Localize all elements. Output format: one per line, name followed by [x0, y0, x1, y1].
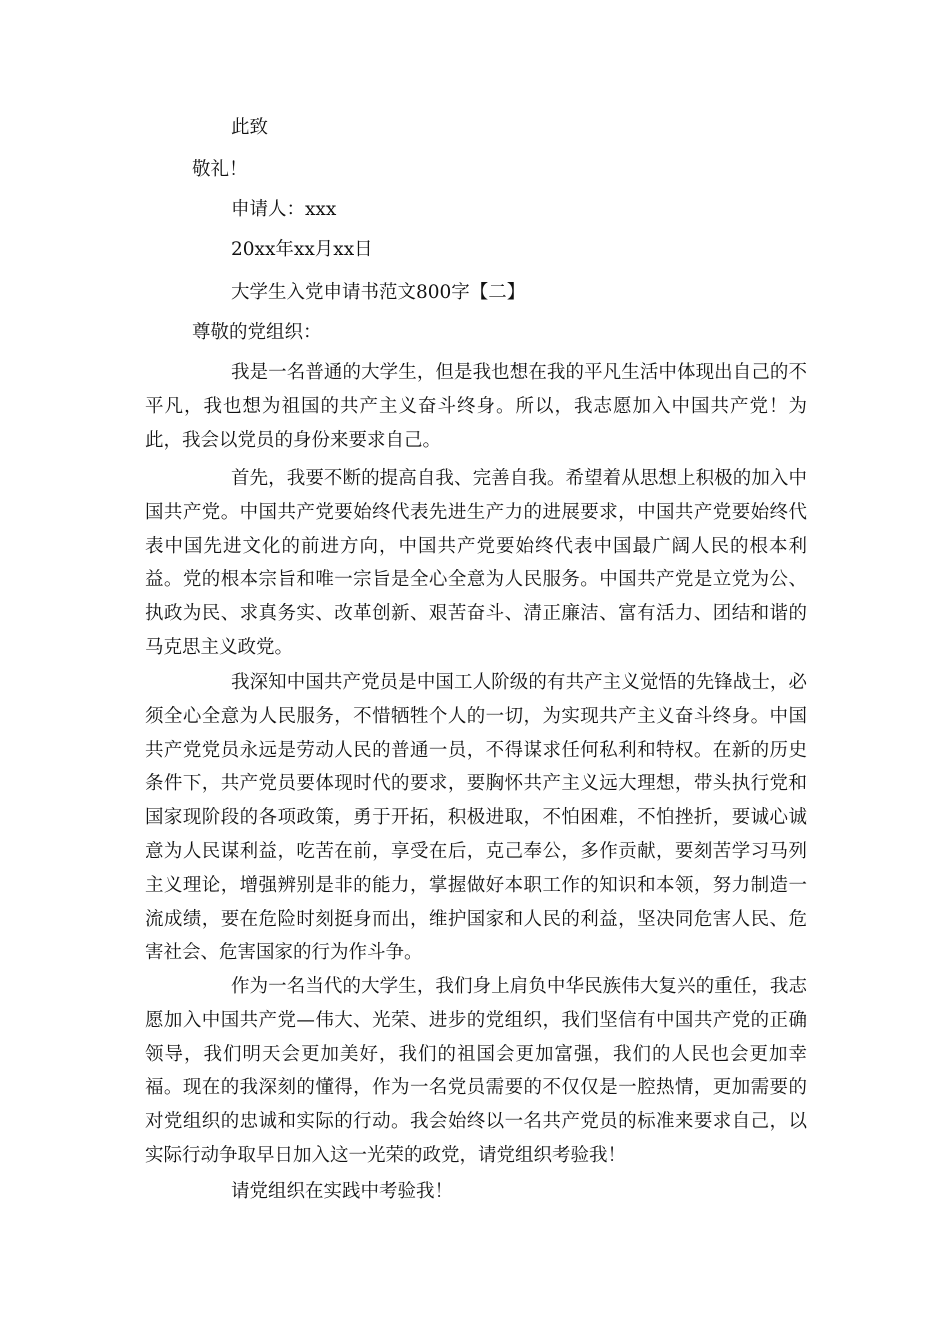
paragraph-4: 作为一名当代的大学生，我们身上肩负中华民族伟大复兴的重任，我志愿加入中国共产党—伟大、光荣、进步的党组织，我们坚信有中国共产党的正确领导，我们明天会更加美好，我们的祖国会更加富强，我们的人民也会更加幸福。现在的我深刻的懂得，作为一名党员需要的不仅仅是一腔热情，更加需要的对党组织的忠诚和实际的行动。我会始终以一名共产党员的标准来要求自己，以实际行动争取早日加入这一光荣的政党，请党组织考验我！: [145, 976, 807, 1166]
section-title: 大学生入党申请书范文800字【二】: [231, 282, 526, 303]
paragraph-3: 我深知中国共产党员是中国工人阶级的有共产主义觉悟的先锋战士，必须全心全意为人民服务，不惜牺牲个人的一切，为实现共产主义奋斗终身。中国共产党党员永远是劳动人民的普通一员，不得谋求任何私利和特权。在新的历史条件下，共产党员要体现时代的要求，要胸怀共产主义远大理想，带头执行党和国家现阶段的各项政策，勇于开拓，积极进取，不怕困难，不怕挫折，要诚心诚意为人民谋利益，吃苦在前，享受在后，克己奉公，多作贡献，要刻苦学习马列主义理论，增强辨别是非的能力，掌握做好本职工作的知识和本领，努力制造一流成绩，要在危险时刻挺身而出，维护国家和人民的利益，坚决同危害人民、危害社会、危害国家的行为作斗争。: [145, 672, 807, 964]
closing-regards: 敬礼！: [192, 159, 248, 180]
paragraph-1: 我是一名普通的大学生，但是我也想在我的平凡生活中体现出自己的不平凡，我也想为祖国的共产主义奋斗终身。所以，我志愿加入中国共产党！为此，我会以党员的身份来要求自己。: [145, 362, 807, 451]
closing-salutation: 此致: [231, 117, 269, 138]
paragraph-2: 首先，我要不断的提高自我、完善自我。希望着从思想上积极的加入中国共产党。中国共产党要始终代表先进生产力的进展要求，中国共产党要始终代表中国先进文化的前进方向，中国共产党要始终代表中国最广阔人民的根本利益。党的根本宗旨和唯一宗旨是全心全意为人民服务。中国共产党是立党为公、执政为民、求真务实、改革创新、艰苦奋斗、清正廉洁、富有活力、团结和谐的马克思主义政党。: [145, 468, 807, 658]
greeting: 尊敬的党组织：: [192, 322, 322, 343]
date-line: 20xx年xx月xx日: [231, 239, 373, 260]
final-line: 请党组织在实践中考验我！: [231, 1181, 454, 1202]
applicant-line: 申请人：xxx: [231, 199, 337, 220]
